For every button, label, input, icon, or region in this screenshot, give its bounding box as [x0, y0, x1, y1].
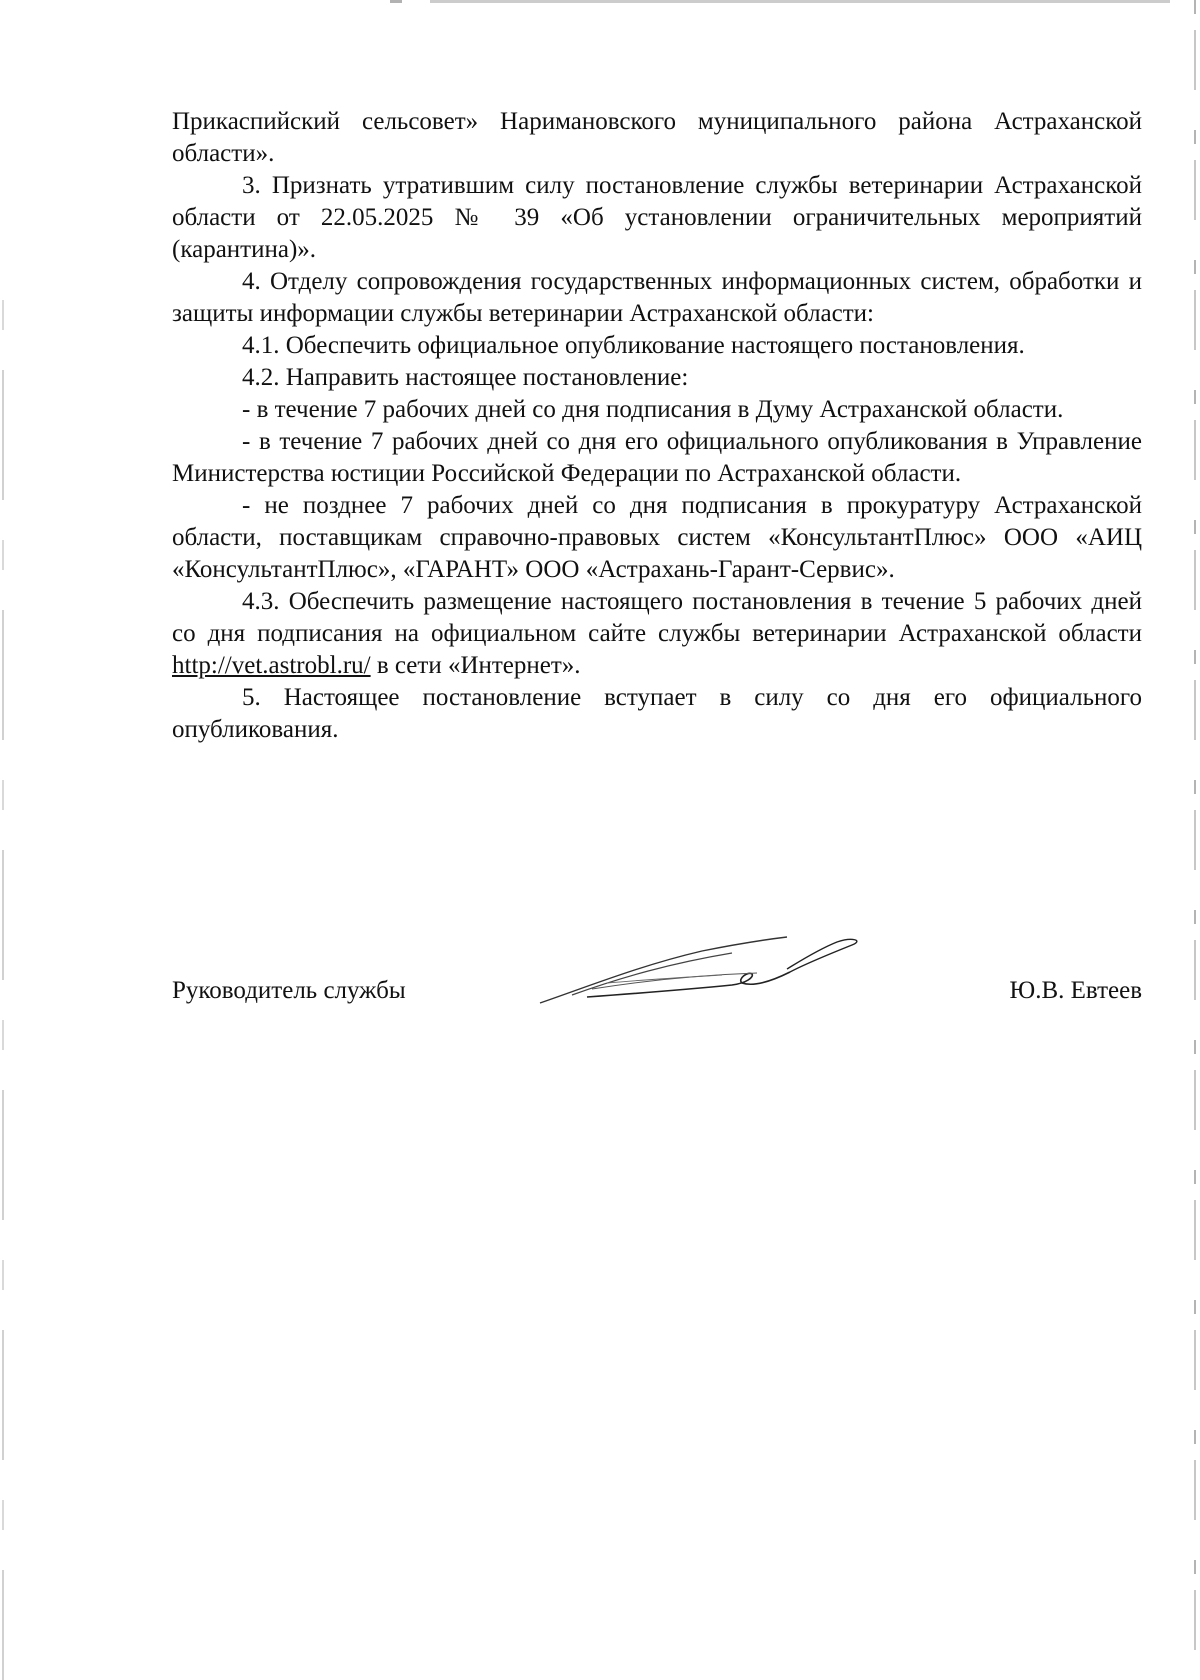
- document-body: [172, 106, 1142, 746]
- signature-block: [172, 975, 1142, 1015]
- paragraph-4-1: 4.1. Обеспечить официальное опубликование настоящего постановления.: [242, 332, 1025, 359]
- paragraph-4: 4. Отделу сопровождения государственных информационных систем, обработки и защиты информации службы ветеринарии Астраханской области:: [172, 268, 1142, 327]
- scan-left-edge-mark: [2, 300, 4, 1680]
- official-site-link[interactable]: http://vet.astrobl.ru/: [172, 652, 371, 679]
- paragraph-4-2-item-duma: - в течение 7 рабочих дней со дня подписания в Думу Астраханской области.: [242, 396, 1064, 423]
- signer-name: Ю.В. Евтеев: [1009, 977, 1142, 1004]
- paragraph-3: 3. Признать утратившим силу постановление службы ветеринарии Астраханской области от 22.05.2025 № 39 «Об установлении ограничительных мероприятий (карантина)».: [172, 172, 1142, 263]
- paragraph-4-3-text: 4.3. Обеспечить размещение настоящего постановления в течение 5 рабочих дней со дня подписания на официальном сайте службы ветеринарии Астраханской области: [172, 588, 1142, 647]
- paragraph-4-2-item-justice: - в течение 7 рабочих дней со дня его официального опубликования в Управление Министерства юстиции Российской Федерации по Астраханской области.: [172, 428, 1142, 487]
- paragraph-4-2: 4.2. Направить настоящее постановление:: [242, 364, 689, 391]
- paragraph-4-2-item-prosecutor: - не позднее 7 рабочих дней со дня подписания в прокуратуру Астраханской области, поставщикам справочно-правовых систем «КонсультантПлюс» ООО «АИЦ «КонсультантПлюс», «ГАРАНТ» ООО «Астрахань-Гарант-Сервис».: [172, 492, 1142, 583]
- paragraph-5: 5. Настоящее постановление вступает в силу со дня его официального опубликования.: [172, 684, 1142, 743]
- scan-top-edge-mark: [390, 0, 1170, 3]
- scan-right-edge-mark: [1194, 0, 1196, 1680]
- handwritten-signature: [532, 925, 872, 1015]
- paragraph-4-3-text-end: в сети «Интернет».: [370, 652, 581, 679]
- signer-position: Руководитель службы: [172, 977, 406, 1004]
- paragraph-4-3: [172, 586, 1142, 682]
- paragraph-continuation: Прикаспийский сельсовет» Наримановского муниципального района Астраханской области».: [172, 108, 1142, 167]
